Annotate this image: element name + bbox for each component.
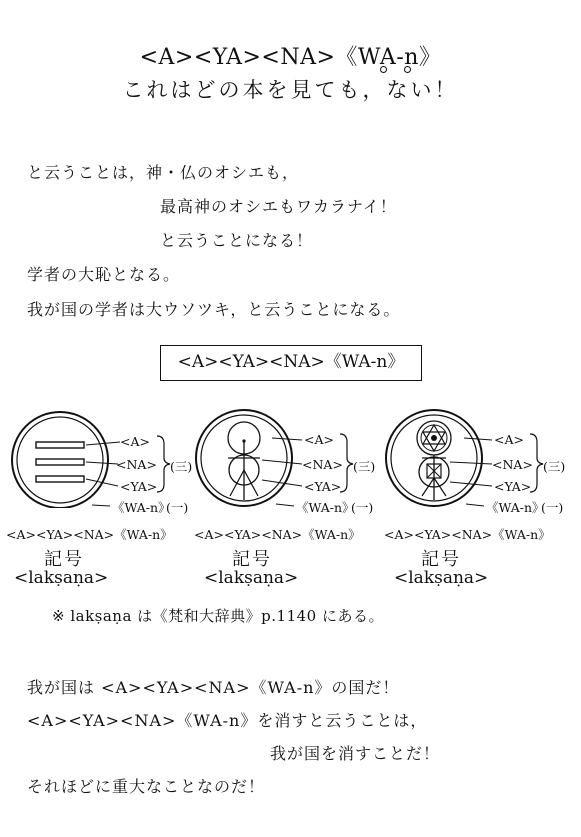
label-ya: <YA>	[304, 479, 342, 494]
page-subtitle: これはどの本を見ても，ない！	[122, 78, 459, 102]
label-ya: <YA>	[120, 479, 158, 494]
symbol-diagram-figure	[192, 408, 387, 515]
label-na: <NA>	[116, 457, 157, 472]
label-a: <A>	[494, 432, 524, 447]
caption-symbol: <A><YA><NA>《WA-n》	[384, 527, 551, 542]
label-ichi: (一)	[166, 500, 189, 515]
caption-kigou: 記号	[44, 549, 84, 570]
caption-symbol: <A><YA><NA>《WA-n》	[194, 527, 361, 542]
label-wan: 《WA-n》	[296, 500, 355, 515]
label-ichi: (一)	[541, 500, 564, 515]
label-na: <NA>	[302, 457, 343, 472]
label-san: (三)	[543, 459, 566, 474]
caption-kigou: 記号	[232, 549, 272, 570]
caption-kigou: 記号	[421, 549, 461, 570]
label-san: (三)	[170, 459, 193, 474]
body-line: と云うことになる！	[160, 231, 314, 250]
symbol-diagram-bars	[2, 408, 193, 515]
footnote: ※ lakṣaṇa は《梵和大辞典》p.1140 にある。	[52, 607, 384, 625]
closing-line: それほどに重大なことなのだ！	[27, 777, 266, 796]
emphasis-dot	[404, 66, 411, 73]
body-line: 我が国の学者は大ウソツキ，と云うことになる。	[27, 300, 401, 319]
closing-line: <A><YA><NA>《WA-n》を消すと云うことは，	[27, 711, 428, 730]
label-na: <NA>	[492, 457, 533, 472]
label-a: <A>	[120, 434, 150, 449]
caption-laksana: <lakṣaṇa>	[394, 568, 489, 588]
caption-symbol: <A><YA><NA>《WA-n》	[6, 527, 173, 542]
body-line: と云うことは，神・仏のオシエも，	[27, 163, 300, 182]
page-title: <A><YA><NA>《WA-n》	[139, 45, 442, 70]
emphasis-dot	[380, 66, 387, 73]
boxed-heading: <A><YA><NA>《WA-n》	[160, 345, 422, 381]
label-ichi: (一)	[351, 500, 374, 515]
label-san: (三)	[353, 459, 376, 474]
label-ya: <YA>	[494, 479, 532, 494]
label-wan: 《WA-n》	[486, 500, 545, 515]
label-a: <A>	[304, 432, 334, 447]
symbol-diagram-hexagram	[382, 408, 577, 515]
label-wan: 《WA-n》	[112, 500, 171, 515]
bars-figure	[2, 408, 192, 508]
body-line: 最高神のオシエもワカラナイ！	[160, 197, 397, 216]
caption-laksana: <lakṣaṇa>	[204, 568, 299, 588]
body-line: 学者の大恥となる。	[27, 265, 181, 284]
closing-line: 我が国を消すことだ！	[270, 744, 441, 763]
closing-line: 我が国は <A><YA><NA>《WA-n》の国だ！	[27, 678, 400, 697]
caption-laksana: <lakṣaṇa>	[14, 568, 109, 588]
